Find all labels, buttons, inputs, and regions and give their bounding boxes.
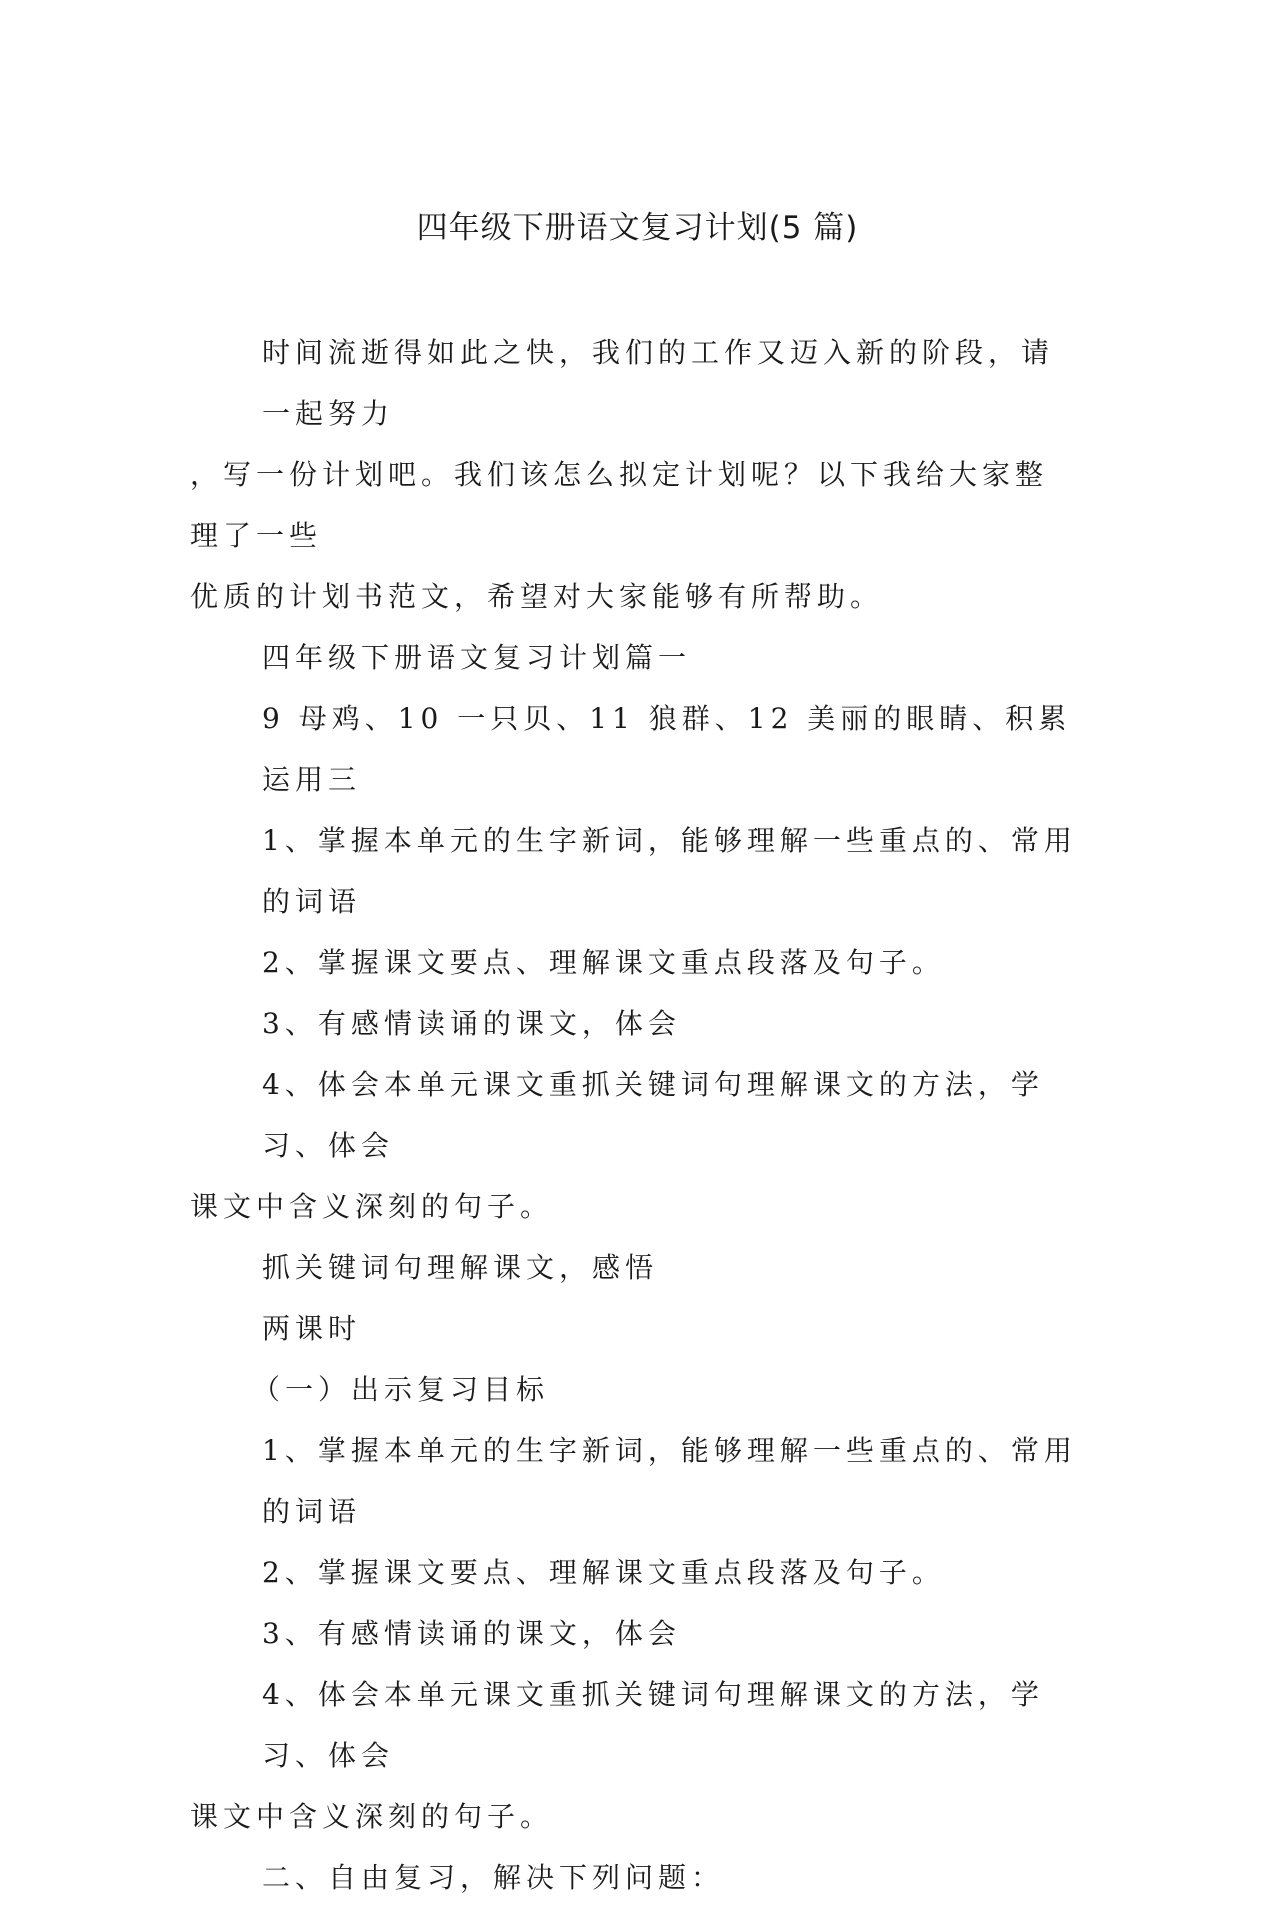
body-line: 4、体会本单元课文重抓关键词句理解课文的方法，学习、体会 — [262, 1068, 1044, 1162]
body-line: 2、掌握课文要点、理解课文重点段落及句子。 — [262, 1556, 945, 1589]
document-title: 四年级下册语文复习计划(5 篇) — [416, 210, 859, 246]
body-line: 抓关键词句理解课文，感悟 — [262, 1251, 659, 1284]
document-body — [190, 322, 1080, 1908]
body-line: 四年级下册语文复习计划篇一 — [262, 641, 692, 674]
body-line: 3、有感情读诵的课文，体会 — [262, 1007, 681, 1040]
body-line: 1、掌握本单元的生字新词，能够理解一些重点的、常用的词语 — [262, 1434, 1077, 1528]
body-line: 时间流逝得如此之快，我们的工作又迈入新的阶段，请一起努力 — [262, 336, 1055, 430]
body-line: 课文中含义深刻的句子。 — [190, 1800, 554, 1833]
body-line: 4、体会本单元课文重抓关键词句理解课文的方法，学习、体会 — [262, 1678, 1044, 1772]
body-line: 课文中含义深刻的句子。 — [190, 1190, 554, 1223]
body-line: 优质的计划书范文，希望对大家能够有所帮助。 — [190, 580, 884, 613]
body-line: 3、有感情读诵的课文，体会 — [262, 1617, 681, 1650]
body-line: （一）出示复习目标 — [252, 1373, 550, 1406]
body-line: 两课时 — [262, 1312, 362, 1345]
body-line: 2、掌握课文要点、理解课文重点段落及句子。 — [262, 946, 945, 979]
body-line: ，写一份计划吧。我们该怎么拟定计划呢？以下我给大家整理了一些 — [190, 458, 1049, 552]
body-line: 1、掌握本单元的生字新词，能够理解一些重点的、常用的词语 — [262, 824, 1077, 918]
body-line: 9 母鸡、10 一只贝、11 狼群、12 美丽的眼睛、积累运用三 — [262, 702, 1072, 796]
body-line: 二、自由复习，解决下列问题： — [262, 1861, 725, 1894]
